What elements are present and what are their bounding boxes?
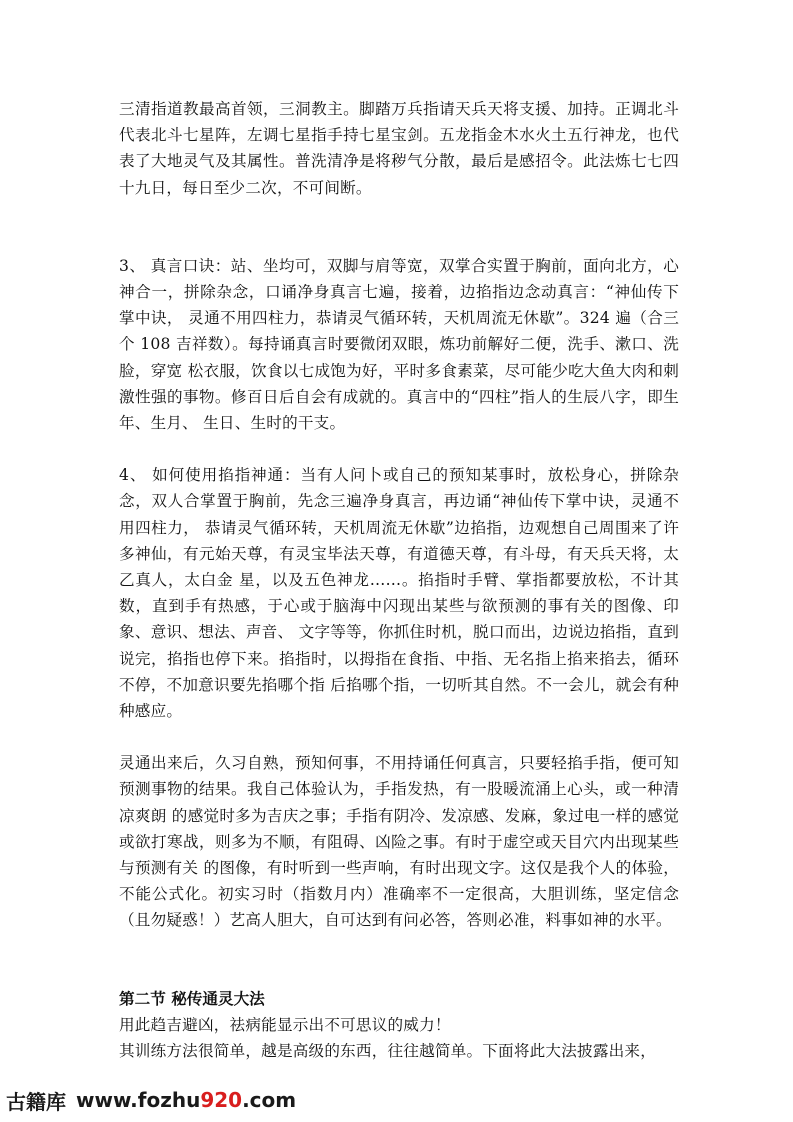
paragraph-spacer (119, 724, 679, 750)
section-heading: 第二节 秘传通灵大法 (119, 989, 265, 1008)
section-line: 用此趋吉避凶，祛病能显示出不可思议的威力！ (119, 1015, 451, 1034)
watermark-site-name: 古籍库 (6, 1089, 66, 1114)
paragraph-spacer (119, 436, 679, 462)
paragraph-usage: 4、 如何使用掐指神通：当有人问卜或自己的预知某事时，放松身心，拼除杂念，双人合掌置于胸前，先念三遍净身真言，再边诵“神仙传下掌中诀，灵通不用四柱力， 恭请灵气循环转，天机周流无休歇”边掐指，边观想自己周围来了许多神仙，有元始天尊，有灵宝毕法天尊，有道德天尊，有斗母，有天兵天将，太乙真人，太白金 星，以及五色神龙……。掐指时手臂、掌指都要放松，不计其数，直到手有热感，于心或于脑海中闪现出某些与欲预测的事有关的图像、印象、意识、想法、声音、 文字等等，你抓住时机，脱口而出，边说边掐指，直到说完，掐指也停下来。掐指时，以拇指在食指、中指、无名指上掐来掐去，循环不停，不加意识要先掐哪个指 后掐哪个指，一切听其自然。不一会儿，就会有种种感应。 (119, 466, 679, 721)
section-line: 其训练方法很简单，越是高级的东西，往往越简单。下面将此大法披露出来， (119, 1041, 656, 1060)
site-watermark (6, 1083, 296, 1117)
paragraph-experience: 灵通出来后，久习自熟，预知何事，不用持诵任何真言，只要轻掐手指，便可知预测事物的结果。我自己体验认为，手指发热，有一股暖流涌上心头，或一种清凉爽朗 的感觉时多为吉庆之事；手指有阴冷、发凉感、发麻，象过电一样的感觉或欲打寒战，则多为不顺，有阻碍、凶险之事。有时于虚空或天目穴内出现某些与预测有关 的图像，有时听到一些声响，有时出现文字。这仅是我个人的体验，不能公式化。初实习时（指数月内）准确率不一定很高，大胆训练，坚定信念（且勿疑惑！）艺高人胆大，自可达到有问必答，答则必准，料事如神的水平。 (119, 754, 679, 930)
paragraph-spacer (119, 934, 679, 986)
document-body (119, 96, 679, 1064)
watermark-url-suffix: .com (242, 1088, 297, 1112)
paragraph-mantra: 3、 真言口诀：站、坐均可，双脚与肩等宽，双掌合实置于胸前，面向北方，心神合一，拼除杂念，口诵净身真言七遍，接着，边掐指边念动真言：“神仙传下掌中诀， 灵通不用四柱力，恭请灵气循环转，天机周流无休歇”。324 遍（合三个 108 吉祥数）。每持诵真言时要微闭双眼，炼功前解好二便，洗手、漱口、洗脸，穿宽 松衣服，饮食以七成饱为好，平时多食素菜，尽可能少吃大鱼大肉和刺激性强的事物。修百日后自会有成就的。真言中的“四柱”指人的生辰八字，即生年、生月、 生日、生时的干支。 (119, 256, 679, 433)
paragraph-spacer (119, 201, 679, 253)
watermark-url-number: 920 (200, 1088, 243, 1112)
watermark-url-prefix: www.fozhu (76, 1088, 201, 1112)
paragraph-intro: 三清指道教最高首领，三洞教主。脚踏万兵指请天兵天将支援、加持。正调北斗代表北斗七星阵，左调七星指手持七星宝剑。五龙指金木水火土五行神龙，也代表了大地灵气及其属性。普洗清净是将秽气分散，最后是感招令。此法炼七七四十九日，每日至少二次，不可间断。 (119, 100, 679, 197)
